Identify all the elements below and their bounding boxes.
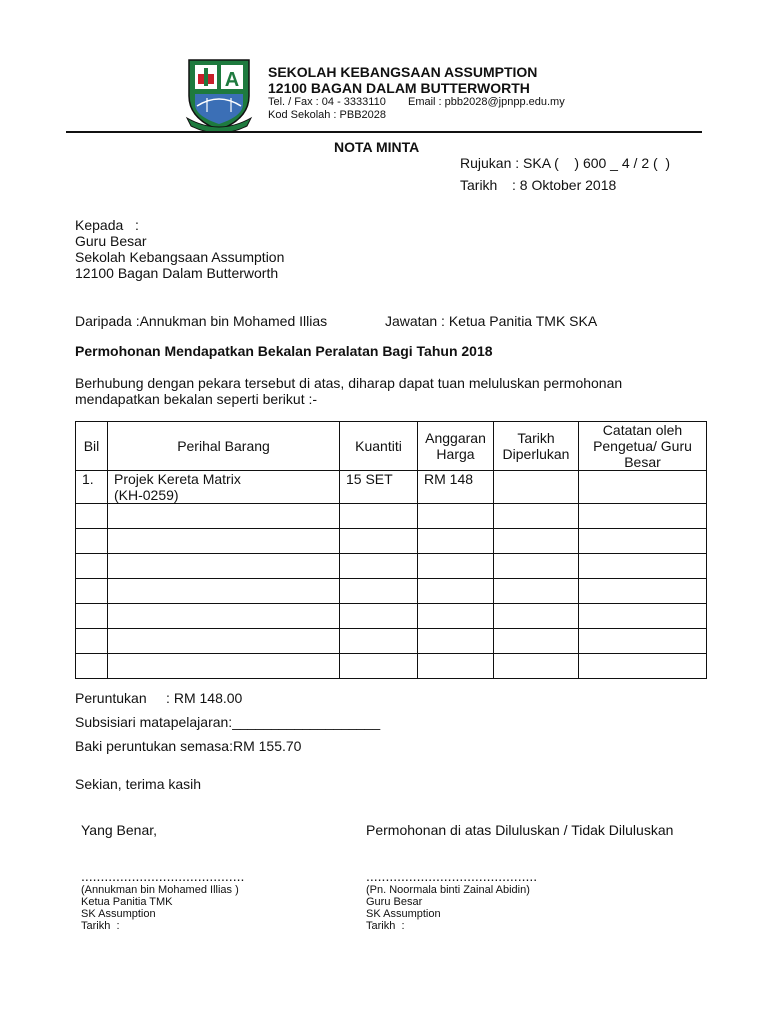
signatory-right-date: Tarikh :	[366, 920, 405, 932]
table-row	[76, 579, 707, 604]
subject-line: Permohonan Mendapatkan Bekalan Peralatan Bagi Tahun 2018	[75, 343, 493, 359]
body-line-1: Berhubung dengan pekara tersebut di atas, diharap dapat tuan meluluskan permohonan	[75, 375, 623, 391]
col-kuantiti: Kuantiti	[340, 422, 418, 471]
col-tarikh-line-2: Diperlukan	[502, 446, 570, 462]
signatory-left-org: SK Assumption	[81, 908, 156, 920]
col-perihal: Perihal Barang	[108, 422, 340, 471]
school-address: 12100 BAGAN DALAM BUTTERWORTH	[268, 80, 530, 96]
reference-number: Rujukan : SKA ( ) 600 _ 4 / 2 ( )	[460, 155, 671, 171]
col-tarikh	[494, 422, 579, 471]
budget-balance: Baki peruntukan semasa:RM 155.70	[75, 738, 302, 754]
school-code: Kod Sekolah : PBB2028	[268, 109, 387, 121]
table-row	[76, 629, 707, 654]
school-name: SEKOLAH KEBANGSAAN ASSUMPTION	[268, 64, 538, 80]
cell-perihal-line-1: Projek Kereta Matrix	[114, 471, 241, 487]
cell-perihal	[108, 471, 340, 504]
school-tel-fax: Tel. / Fax : 04 - 3333110	[268, 96, 386, 108]
sender-position: Jawatan : Ketua Panitia TMK SKA	[385, 313, 598, 329]
header-divider	[66, 131, 702, 133]
table-row	[76, 654, 707, 679]
cell-tarikh	[494, 471, 579, 504]
col-anggaran	[418, 422, 494, 471]
recipient-line-2: Sekolah Kebangsaan Assumption	[75, 249, 285, 265]
col-anggaran-line-1: Anggaran	[425, 430, 486, 446]
col-tarikh-line-1: Tarikh	[517, 430, 555, 446]
cell-harga: RM 148	[418, 471, 494, 504]
recipient-line-3: 12100 Bagan Dalam Butterworth	[75, 265, 279, 281]
school-email: Email : pbb2028@jpnpp.edu.my	[408, 96, 565, 108]
signoff-right-heading: Permohonan di atas Diluluskan / Tidak Diluluskan	[366, 822, 674, 838]
table-row	[76, 504, 707, 529]
closing-text: Sekian, terima kasih	[75, 776, 202, 792]
signoff-left-heading: Yang Benar,	[81, 822, 158, 838]
signatory-right-name: (Pn. Noormala binti Zainal Abidin)	[366, 884, 530, 896]
items-table	[75, 421, 707, 679]
table-row	[76, 554, 707, 579]
body-line-2: mendapatkan bekalan seperti berikut :-	[75, 391, 318, 407]
table-header-row	[76, 422, 707, 471]
cell-perihal-line-2: (KH-0259)	[114, 487, 179, 503]
budget-subsidiary: Subsisiari matapelajaran:___________________	[75, 714, 381, 730]
table-row	[76, 529, 707, 554]
reference-date-label: Tarikh	[460, 177, 498, 193]
table-row	[76, 604, 707, 629]
cell-bil: 1.	[76, 471, 108, 504]
svg-text:A: A	[224, 69, 240, 91]
signatory-right-org: SK Assumption	[366, 908, 441, 920]
signatory-left-date: Tarikh :	[81, 920, 120, 932]
recipient-line-1: Guru Besar	[75, 233, 147, 249]
col-anggaran-line-2: Harga	[436, 446, 475, 462]
col-catatan	[579, 422, 707, 471]
col-bil: Bil	[76, 422, 108, 471]
recipient-label: Kepada :	[75, 217, 139, 233]
signatory-left-position: Ketua Panitia TMK	[81, 896, 173, 908]
budget-allocation: Peruntukan : RM 148.00	[75, 690, 243, 706]
school-crest-logo	[185, 56, 253, 132]
col-catatan-line-3: Besar	[624, 454, 661, 470]
signatory-right-position: Guru Besar	[366, 896, 423, 908]
signatory-left-name: (Annukman bin Mohamed Illias )	[81, 884, 239, 896]
table-row	[76, 471, 707, 504]
sender-name: Daripada :Annukman bin Mohamed Illias	[75, 313, 328, 329]
cell-kuantiti: 15 SET	[340, 471, 418, 504]
reference-date-value: : 8 Oktober 2018	[512, 177, 617, 193]
col-catatan-line-1: Catatan oleh	[602, 422, 683, 438]
signature-line-right: ............................................	[366, 868, 538, 884]
signature-line-left: ..........................................	[81, 868, 245, 884]
cell-catatan	[579, 471, 707, 504]
document-title: NOTA MINTA	[334, 139, 420, 155]
col-catatan-line-2: Pengetua/ Guru	[593, 438, 692, 454]
